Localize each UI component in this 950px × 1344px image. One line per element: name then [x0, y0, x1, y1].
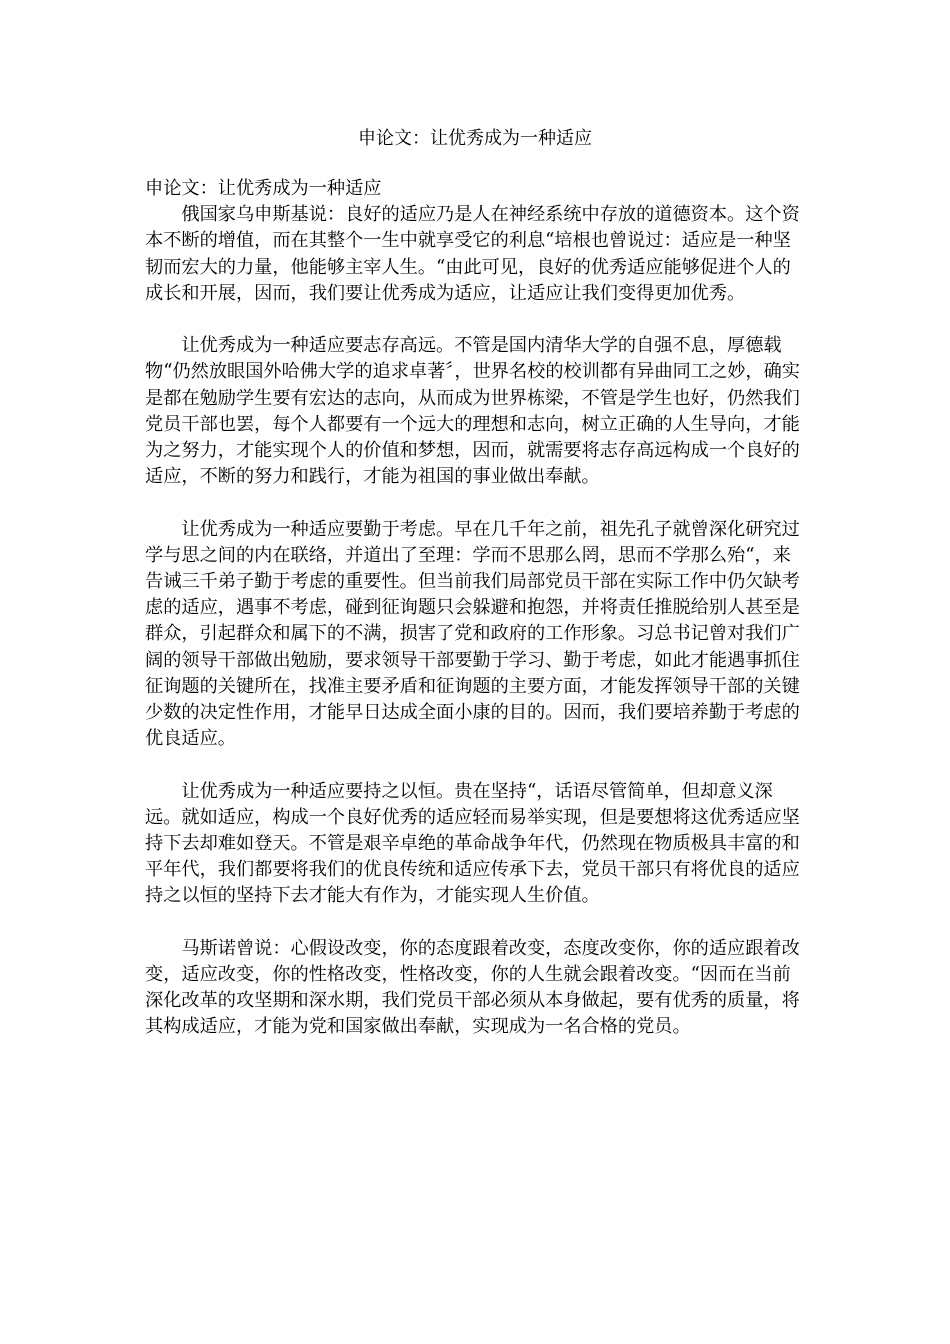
paragraph-5: 马斯诺曾说：心假设改变，你的态度跟着改变，态度改变你，你的适应跟着改变，适应改变，你的性格改变，性格改变，你的人生就会跟着改变。“因而在当前深化改革的攻坚期和深水期，我们党员干部必须从本身做起，要有优秀的质量，将其构成适应，才能为党和国家做出奉献，实现成为一名合格的党员。 [145, 937, 800, 1038]
paragraph-2: 让优秀成为一种适应要志存高远。不管是国内清华大学的自强不息，厚德载物“仍然放眼国外哈佛大学的追求卓著〞，世界名校的校训都有异曲同工之妙，确实是都在勉励学生要有宏达的志向，从而成为世界栋梁，不管是学生也好，仍然我们党员干部也罢，每个人都要有一个远大的理想和志向，树立正确的人生导向，才能为之努力，才能实现个人的价值和梦想，因而，就需要将志存高远构成一个良好的适应，不断的努力和践行，才能为祖国的事业做出奉献。 [145, 335, 800, 488]
paragraph-1: 俄国家乌申斯基说：良好的适应乃是人在神经系统中存放的道德资本。这个资本不断的增值，而在其整个一生中就享受它的利息“培根也曾说过：适应是一种坚韧而宏大的力量，他能够主宰人生。“由此可见，良好的优秀适应能够促进个人的成长和开展，因而，我们要让优秀成为适应，让适应让我们变得更加优秀。 [145, 204, 800, 304]
document-body [145, 176, 809, 1067]
document-title: 申论文：让优秀成为一种适应 [358, 128, 592, 149]
paragraph-3: 让优秀成为一种适应要勤于考虑。早在几千年之前，祖先孔子就曾深化研究过学与思之间的内在联络，并道出了至理：学而不思那么罔，思而不学那么殆“，来告诫三千弟子勤于考虑的重要性。但当前我们局部党员干部在实际工作中仍欠缺考虑的适应，遇事不考虑，碰到征询题只会躲避和抱怨，并将责任推脱给别人甚至是群众，引起群众和属下的不满，损害了党和政府的工作形象。习总书记曾对我们广阔的领导干部做出勉励，要求领导干部要勤于学习、勤于考虑，如此才能遇事抓住征询题的关键所在，找准主要矛盾和征询题的主要方面，才能发挥领导干部的关键少数的决定性作用，才能早日达成全面小康的目的。因而，我们要培养勤于考虑的优良适应。 [145, 518, 800, 750]
document-subtitle: 申论文：让优秀成为一种适应 [145, 178, 382, 199]
paragraph-4: 让优秀成为一种适应要持之以恒。贵在坚持“，话语尽管简单，但却意义深远。就如适应，构成一个良好优秀的适应轻而易举实现，但是要想将这优秀适应坚持下去却难如登天。不管是艰辛卓绝的革命战争年代，仍然现在物质极具丰富的和平年代，我们都要将我们的优良传统和适应传承下去，党员干部只有将优良的适应持之以恒的坚持下去才能大有作为，才能实现人生价值。 [145, 780, 800, 907]
